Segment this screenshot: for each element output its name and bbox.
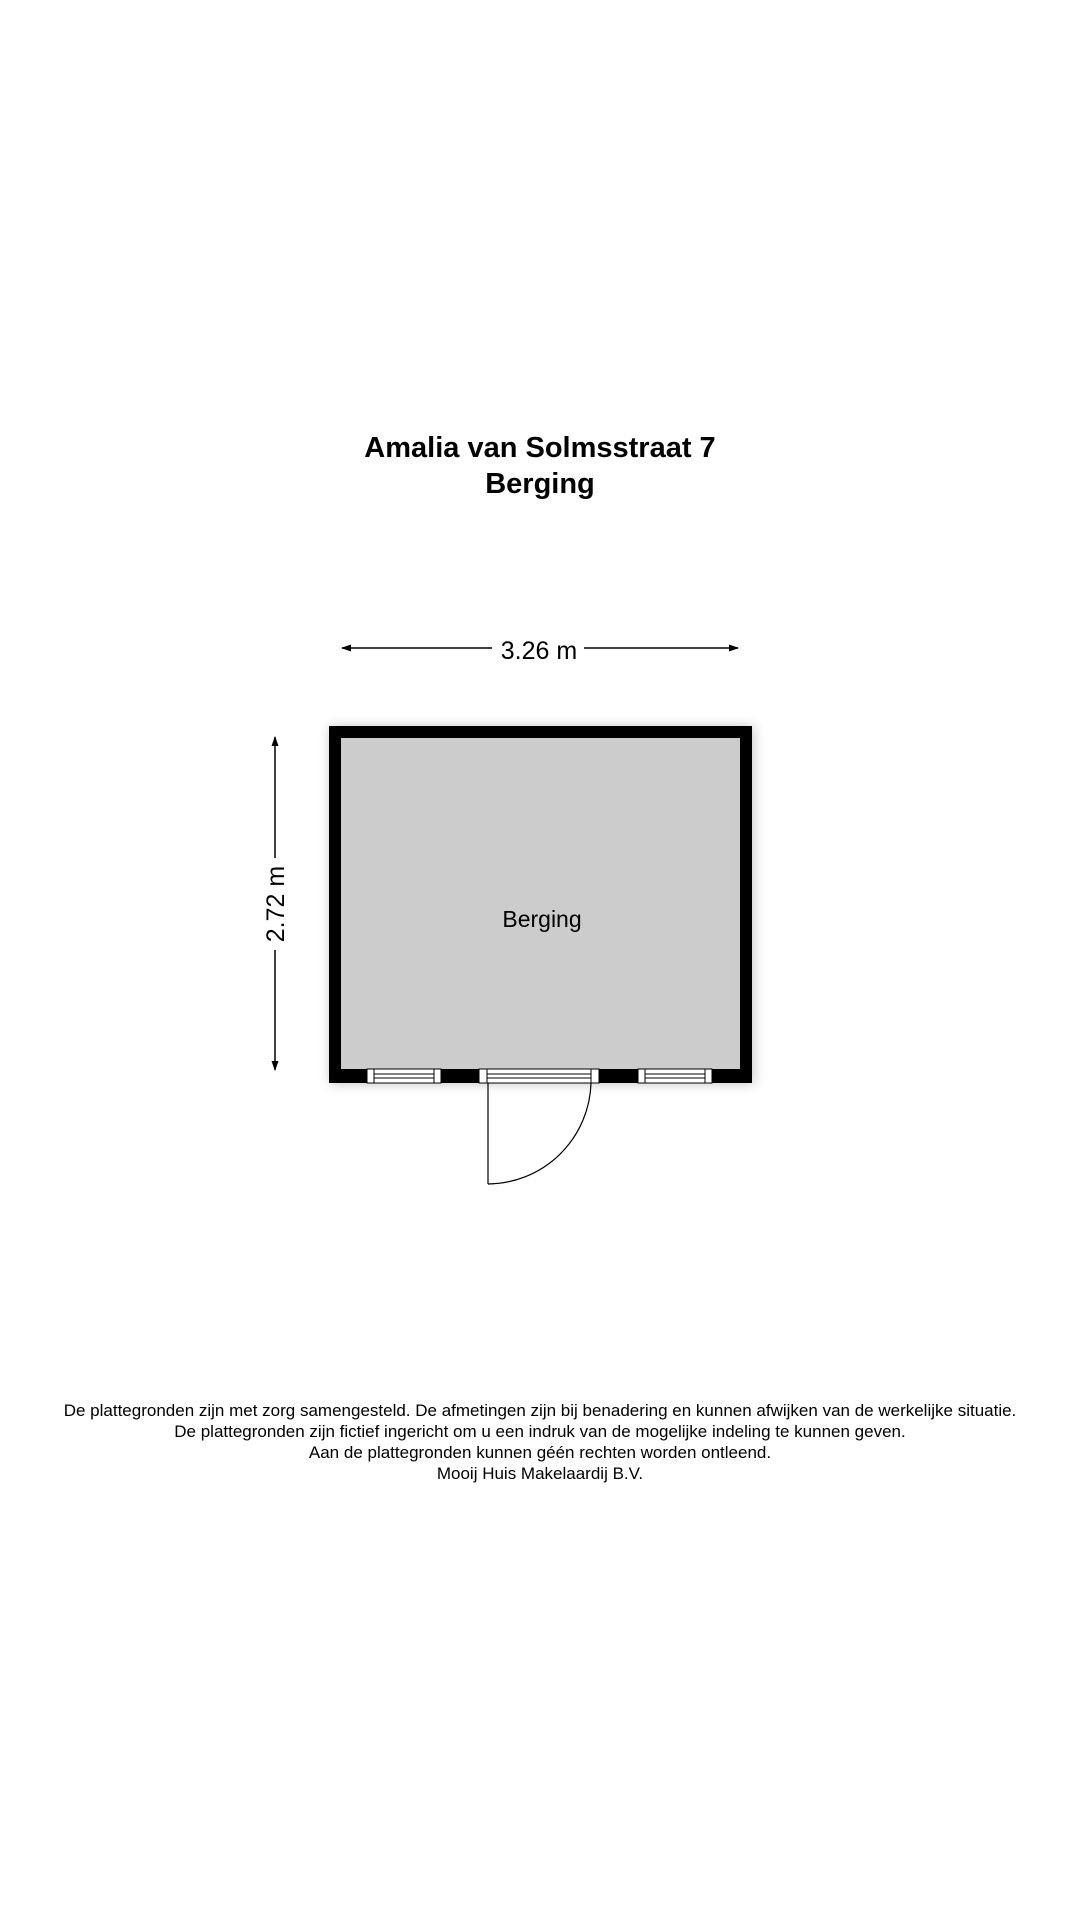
address-title: Amalia van Solmsstraat 7 <box>364 432 716 464</box>
floor-title: Berging <box>485 468 595 500</box>
room <box>329 726 754 1184</box>
depth-label: 2.72 m <box>262 865 290 943</box>
disclaimer <box>0 1400 1080 1484</box>
room-label: Berging <box>502 906 582 932</box>
depth-dimension <box>262 737 290 1070</box>
width-dimension <box>342 637 738 665</box>
disclaimer-line-1: De plattegronden zijn met zorg samengesteld. De afmetingen zijn bij benadering en kunnen afwijken van de werkelijke situatie. <box>63 1401 1017 1420</box>
door-swing-arc <box>488 1083 591 1184</box>
window-left <box>367 1069 441 1083</box>
disclaimer-line-2: De plattegronden zijn fictief ingericht om u een indruk van de mogelijke indeling te kunnen geven. <box>174 1422 906 1441</box>
door <box>479 1069 599 1184</box>
room-floor <box>341 738 740 1069</box>
width-label: 3.26 m <box>500 637 578 665</box>
disclaimer-line-3: Aan de plattegronden kunnen géén rechten worden ontleend. <box>308 1443 772 1462</box>
window-right <box>638 1069 712 1083</box>
company-name: Mooij Huis Makelaardij B.V. <box>436 1464 644 1483</box>
